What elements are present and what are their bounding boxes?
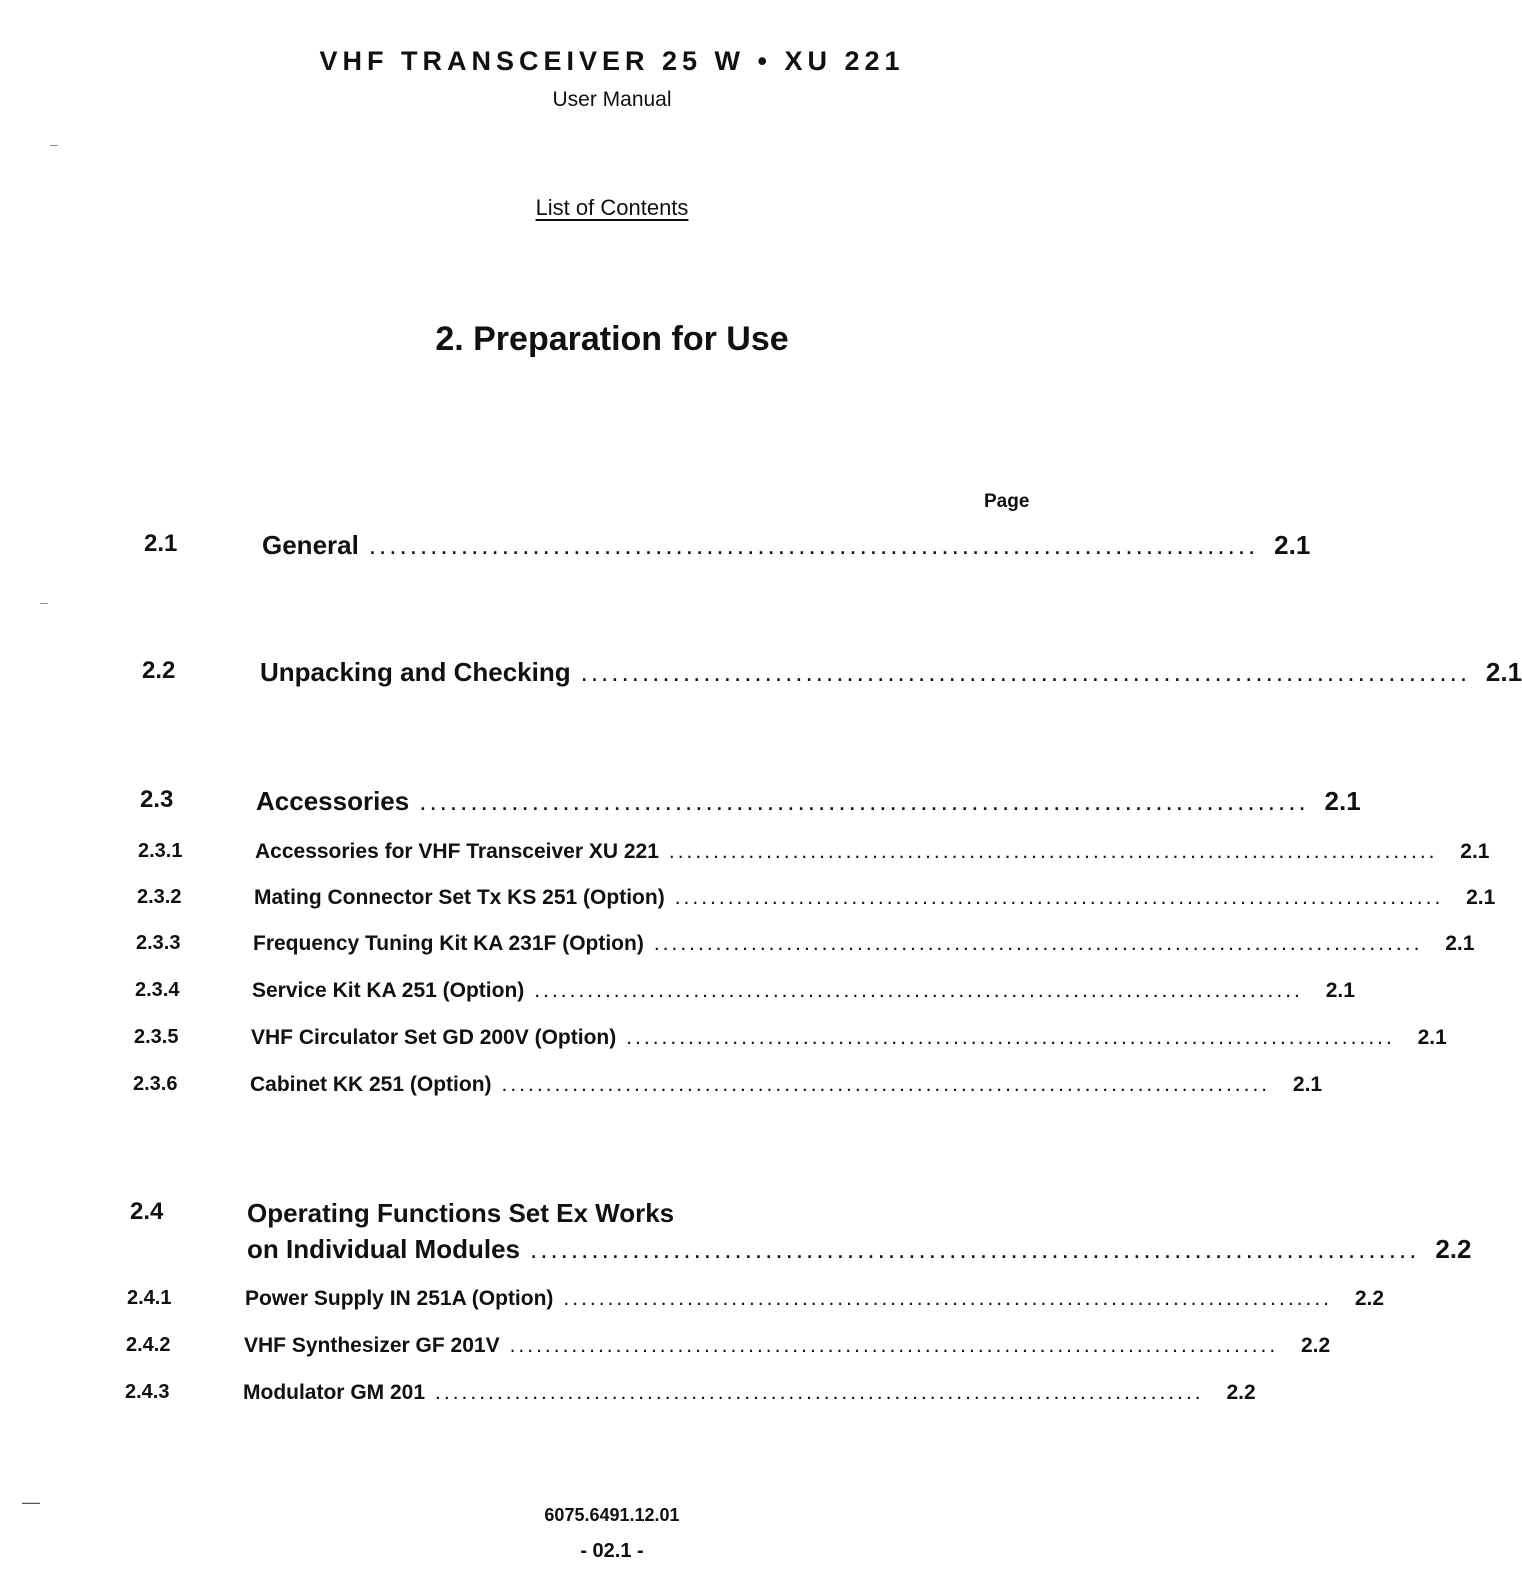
toc-entry-number: 2.3.5: [134, 1026, 179, 1048]
toc-entry-page: 2.1: [1466, 886, 1496, 909]
toc-entry-number: 2.4.1: [127, 1287, 172, 1309]
toc-entry[interactable]: [134, 1026, 1447, 1060]
toc-entry[interactable]: [137, 886, 1496, 920]
toc-entry-page: 2.1: [1292, 1073, 1323, 1096]
toc-entry-line: [251, 1026, 1447, 1050]
toc-entry-line: [247, 1234, 1472, 1265]
toc-entry-title: VHF Synthesizer GF 201V: [244, 1334, 500, 1357]
toc-entry[interactable]: [127, 1287, 1385, 1321]
dot-leader: .......................................................................................: [563, 1287, 1333, 1310]
toc-entry-line: [253, 932, 1475, 956]
toc-entry[interactable]: [126, 1334, 1331, 1368]
toc-entry[interactable]: [135, 979, 1355, 1013]
toc-entry-number: 2.3.3: [136, 932, 181, 954]
toc-entry-page: 2.1: [1485, 657, 1522, 687]
toc-entry-line: [260, 657, 1522, 688]
toc-entry-line: [254, 886, 1496, 910]
toc-entry-title: Cabinet KK 251 (Option): [250, 1073, 492, 1096]
document-subtitle: User Manual: [552, 88, 672, 111]
toc-entry[interactable]: [130, 1198, 1472, 1278]
dot-leader: .......................................................................................: [626, 1026, 1395, 1049]
toc-entry-title: Modulator GM 201: [243, 1381, 426, 1404]
dot-leader: .......................................................................................: [534, 979, 1303, 1002]
dot-leader: .......................................................................................: [668, 840, 1438, 863]
toc-entry-line: [243, 1381, 1256, 1405]
toc-entry-number: 2.4: [130, 1198, 164, 1225]
toc-entry-number: 2.3.4: [135, 979, 180, 1001]
toc-entry-number: 2.4.3: [125, 1381, 170, 1403]
toc-entry-title: General: [262, 530, 359, 560]
dot-leader: .......................................................................................: [368, 530, 1259, 560]
page-column-label: Page: [984, 491, 1030, 512]
toc-entry-line: [245, 1287, 1385, 1311]
toc-entry-title: VHF Circulator Set GD 200V (Option): [251, 1026, 617, 1049]
toc-entry[interactable]: [140, 786, 1361, 820]
toc-entry-title: Frequency Tuning Kit KA 231F (Option): [253, 932, 644, 955]
toc-entry-page: 2.1: [1460, 840, 1490, 863]
toc-entry-line: [244, 1334, 1331, 1358]
toc-entry-number: 2.4.2: [126, 1334, 171, 1356]
toc-entry-number: 2.1: [144, 530, 178, 557]
toc-entry-page: 2.1: [1325, 979, 1355, 1002]
scan-mark: –: [50, 136, 58, 152]
toc-entry-title-line1: Operating Functions Set Ex Works: [247, 1198, 675, 1228]
toc-entry[interactable]: [125, 1381, 1256, 1415]
toc-entry-line: [250, 1073, 1323, 1097]
toc-entry-title-line2: on Individual Modules: [247, 1234, 520, 1264]
dot-leader: .......................................................................................: [435, 1381, 1204, 1404]
toc-entry[interactable]: [133, 1073, 1323, 1107]
toc-entry-number: 2.3.2: [137, 886, 182, 908]
toc-entry-page: 2.1: [1445, 932, 1475, 955]
toc-entry-page: 2.2: [1226, 1381, 1256, 1404]
toc-entry-title: Unpacking and Checking: [260, 657, 571, 687]
toc-entry-title: Service Kit KA 251 (Option): [252, 979, 525, 1002]
toc-entry-page: 2.2: [1354, 1287, 1385, 1310]
toc-entry-line: [262, 530, 1311, 561]
toc-entry-number: 2.2: [142, 657, 176, 684]
chapter-title: 2. Preparation for Use: [435, 320, 789, 358]
toc-entry-title: Accessories: [256, 786, 410, 816]
toc-entry[interactable]: [138, 840, 1490, 874]
dot-leader: .......................................................................................: [653, 932, 1423, 955]
toc-entry[interactable]: [136, 932, 1475, 966]
toc-entry-title: Power Supply IN 251A (Option): [245, 1287, 554, 1310]
toc-heading-text: List of Contents: [535, 195, 689, 220]
scan-mark: –: [40, 594, 48, 610]
document-code: 6075.6491.12.01: [544, 1505, 680, 1525]
toc-entry-line: [256, 786, 1361, 817]
toc-entry-title: Mating Connector Set Tx KS 251 (Option): [254, 886, 665, 909]
dot-leader: .......................................................................................: [530, 1234, 1420, 1264]
document-title: VHF TRANSCEIVER 25 W • XU 221: [319, 46, 905, 76]
toc-heading: [0, 195, 1224, 221]
dot-leader: .......................................................................................: [580, 657, 1471, 687]
toc-entry-title: Accessories for VHF Transceiver XU 221: [255, 840, 659, 863]
page-number: - 02.1 -: [580, 1540, 644, 1562]
toc-entry-number: 2.3.1: [138, 840, 183, 862]
dot-leader: .......................................................................................: [501, 1073, 1271, 1096]
scan-mark: —: [22, 1492, 40, 1512]
toc-entry-page: 2.2: [1301, 1334, 1331, 1357]
dot-leader: .......................................................................................: [419, 786, 1309, 816]
toc-entry-page: 2.1: [1417, 1026, 1447, 1049]
toc-entry-page: 2.2: [1435, 1234, 1472, 1264]
toc-entry-line: [255, 840, 1490, 864]
toc-entry-number: 2.3.6: [133, 1073, 178, 1095]
toc-entry-page: 2.1: [1274, 530, 1311, 560]
toc-entry[interactable]: [144, 530, 1311, 564]
dot-leader: .......................................................................................: [509, 1334, 1279, 1357]
toc-entry-number: 2.3: [140, 786, 174, 813]
toc-entry-line: [252, 979, 1355, 1003]
dot-leader: .......................................................................................: [674, 886, 1444, 909]
toc-entry[interactable]: [142, 657, 1522, 691]
toc-entry-page: 2.1: [1324, 786, 1361, 816]
